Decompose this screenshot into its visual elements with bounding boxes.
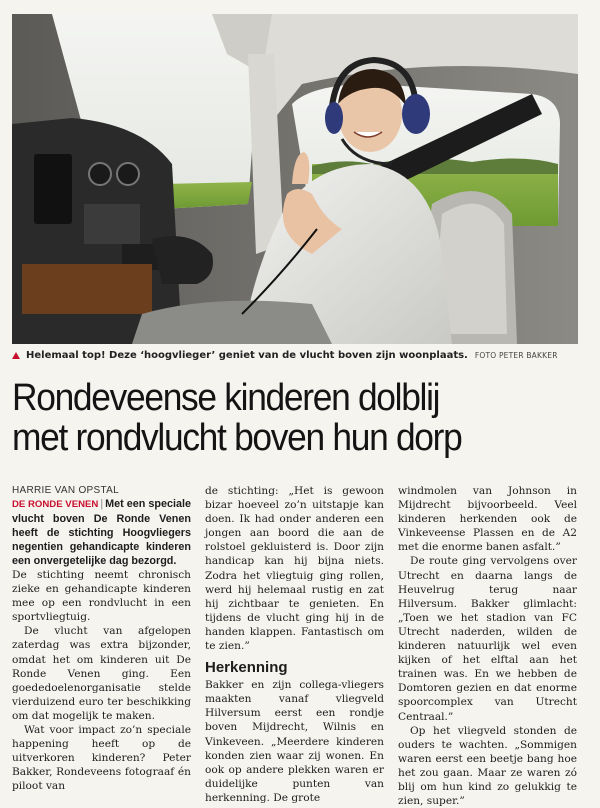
photo-caption [12, 349, 578, 362]
column-3 [398, 484, 577, 808]
author-byline: HARRIE VAN OPSTAL [12, 485, 119, 496]
column-1 [12, 484, 191, 808]
paragraph: De route ging vervolgens over Utrecht en daarna langs de Heuvelrug terug naar Hilversum. Bakker glimlacht: „Toen we het stadion van FC Utrecht naderden, wilden de kinderen natuurlijk wel even kijken of het elftal aan het trainen was. En we hebben de Domtoren gezien en dat enorme spoorcomplex van Utrecht Centraal.” [398, 555, 577, 723]
paragraph: windmolen van Johnson in Mijdrecht bijvoorbeeld. Veel kinderen herkenden ook de Vinkeveense Plassen en de A2 met die enorme banen asfalt.” [398, 485, 577, 554]
caption-triangle-icon [12, 352, 20, 359]
location-kicker: DE RONDE VENEN [12, 499, 99, 510]
paragraph: De vlucht van afgelopen zaterdag was extra bijzonder, omdat het om kinderen uit De Ronde Venen ging. Een goededoelenorganisatie stelde vierduizend euro ter beschikking om dat mogelijk te maken. [12, 625, 191, 722]
caption-text: Helemaal top! Deze ‘hoogvlieger’ geniet van de vlucht boven zijn woonplaats. [26, 350, 468, 361]
headline-line-1: Rondeveense kinderen dolblij [12, 377, 440, 419]
article-columns [12, 484, 578, 808]
paragraph: De stichting neemt chronisch zieke en gehandicapte kinderen mee op een rondvlucht in een sportvliegtuig. [12, 569, 191, 624]
newspaper-page [12, 14, 578, 808]
lead-paragraph [12, 497, 191, 568]
paragraph: Wat voor impact zo’n speciale happening heeft op de uitverkoren kinderen? Peter Bakker, Rondeveens fotograaf én piloot van [12, 724, 191, 793]
headline-line-2: met rondvlucht boven hun dorp [12, 417, 462, 459]
cockpit-photo-icon [12, 14, 578, 344]
subheading: Herkenning [205, 659, 288, 677]
lead-text: Met een speciale vlucht boven De Ronde Venen heeft de stichting Hoogvliegers negentien gehandicapte kinderen een onvergetelijke dag bezorgd. [12, 498, 191, 567]
column-2 [205, 484, 384, 808]
paragraph: de stichting: „Het is gewoon bizar hoeveel zo’n uitstapje kan doen. Ik had onder anderen een jongen aan boord die aan de rolstoel gekluisterd is. Door zijn handicap kan hij bijna niets. Zodra het vliegtuig ging rollen, werd hij helemaal rustig en zat hij zichtbaar te genieten. En tijdens de vlucht ging hij in de handen klappen. Fantastisch om te zien.” [205, 485, 384, 653]
paragraph: Bakker en zijn collega-vliegers maakten vanaf vliegveld Hilversum eerst een rondje boven Mijdrecht, Wilnis en Vinkeveen. „Meerdere kinderen konden zien waar zij wonen. En ook op andere plekken waren er duidelijke punten van herkenning. De grote [205, 679, 384, 804]
paragraph: Op het vliegveld stonden de ouders te wachten. „Sommigen waren eerst een beetje bang hoe het zou gaan. Maar ze waren zó blij om hun kind zo gelukkig te zien, super.” [398, 724, 577, 808]
headline [12, 378, 579, 458]
photo-credit: FOTO PETER BAKKER [474, 351, 558, 360]
kicker-separator: | [100, 498, 104, 510]
article-photo [12, 14, 578, 344]
